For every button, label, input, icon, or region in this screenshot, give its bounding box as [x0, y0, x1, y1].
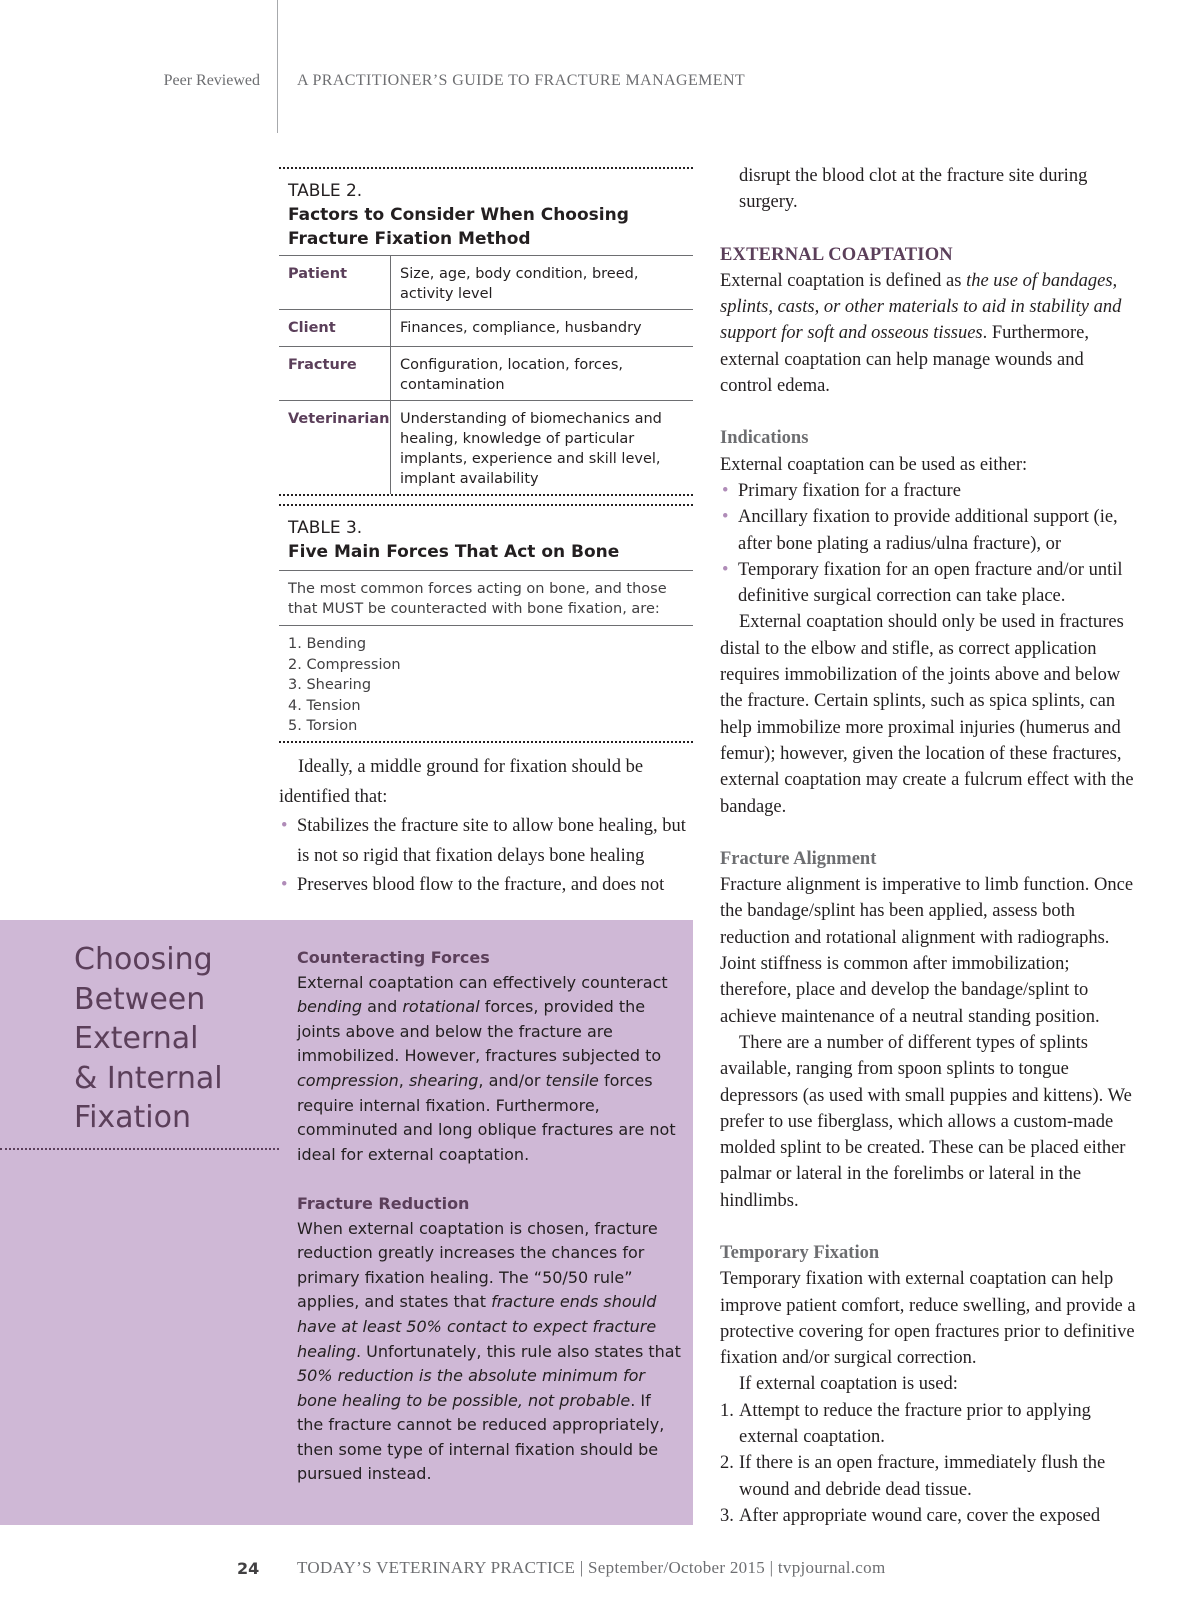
list-item: 2. Compression — [288, 656, 401, 673]
table-3-intro: The most common forces acting on bone, and those that MUST be counteracted with bone fixation, are: — [279, 570, 693, 626]
sidebar-heading-counteracting-forces: Counteracting Forces — [297, 948, 490, 967]
table-3-list — [279, 626, 693, 741]
sidebar-title-line: Between — [74, 981, 206, 1017]
table-row — [279, 309, 693, 346]
running-title: A PRACTITIONER’S GUIDE TO FRACTURE MANAGEMENT — [297, 72, 746, 89]
table-row-key: Patient — [279, 256, 391, 309]
bullet-item: • Preserves blood flow to the fracture, and does not — [279, 871, 695, 901]
text-run: forces require internal fixation. Furthermore, comminuted and long oblique fractures are not ideal for external coaptation. — [297, 1070, 676, 1164]
table-2-bottom-rule — [279, 494, 693, 496]
body-paragraph: There are a number of different types of splints available, ranging from spoon splints to tongue depressors (as used with small puppies and kittens). We prefer to use fiberglass, which allows a custom-made molded splint to be created. These can be placed either palmar or lateral in the forelimbs or lateral in the hindlimbs. — [720, 1032, 1132, 1211]
table-2-title: Factors to Consider When Choosing Fracture Fixation Method — [288, 205, 629, 249]
numbered-step — [720, 1398, 1140, 1451]
step-number: 3. — [720, 1505, 734, 1526]
header-divider — [277, 0, 278, 133]
table-3-title: Five Main Forces That Act on Bone — [288, 542, 620, 562]
body-paragraph: Temporary fixation with external coaptation can help improve patient comfort, reduce swelling, and provide a protective covering for open fractures prior to definitive fixation and/or surgical correction. — [720, 1269, 1136, 1369]
text-run-italic: rotational — [402, 997, 480, 1017]
bullet-item: • Ancillary fixation to provide additional support (ie, after bone plating a radius/ulna fracture), or — [720, 504, 1140, 557]
table-row-value: Configuration, location, forces, contamination — [400, 357, 623, 393]
body-paragraph: Fracture alignment is imperative to limb function. Once the bandage/splint has been applied, assess both reduction and rotational alignment with radiographs. Joint stiffness is common after immobilization; therefore, place and develop the bandage/splint to achieve maintenance of a neutral standing position. — [720, 875, 1134, 1027]
step-text: Attempt to reduce the fracture prior to applying external coaptation. — [739, 1400, 1091, 1448]
text-run-italic: compression — [297, 1070, 399, 1090]
text-run-italic: shearing — [408, 1070, 479, 1090]
table-3-bottom-rule — [279, 741, 693, 743]
sidebar-divider — [0, 1148, 279, 1150]
section-heading-external-coaptation: EXTERNAL COAPTATION — [720, 244, 953, 265]
table-row-value: Size, age, body condition, breed, activity level — [400, 266, 639, 302]
table-3-caption — [279, 506, 693, 564]
sidebar-title-line: & Internal — [74, 1060, 223, 1096]
table-row — [279, 346, 693, 400]
table-row — [279, 400, 693, 494]
text-run: External coaptation is defined as — [720, 270, 967, 291]
text-run: , and/or — [478, 1070, 546, 1090]
text-run-italic: the use of bandages, splints, casts, or other materials to aid in stability and support for soft and osseous tissues — [720, 270, 1122, 344]
bullet-item: • Stabilizes the fracture site to allow bone healing, but is not so rigid that fixation delays bone healing — [279, 812, 695, 871]
body-paragraph: External coaptation can be used as either: — [720, 454, 1028, 475]
text-run: . If the fracture cannot be reduced appropriately, then some type of internal fixation should be pursued instead. — [297, 1390, 665, 1484]
continued-paragraph: disrupt the blood clot at the fracture site during surgery. — [739, 166, 1088, 213]
table-2 — [279, 167, 693, 496]
left-body — [279, 753, 695, 901]
text-run: . Furthermore, external coaptation can help manage wounds and control edema. — [720, 323, 1089, 397]
body-paragraph: Ideally, a middle ground for fixation should be identified that: — [279, 757, 644, 807]
text-run-italic: bending — [297, 997, 363, 1017]
list-item: 1. Bending — [288, 636, 367, 652]
text-run: External coaptation can effectively counteract — [297, 972, 668, 992]
list-item: 4. Tension — [288, 697, 361, 714]
table-3-label: TABLE 3. — [288, 518, 363, 538]
table-2-caption — [279, 169, 693, 251]
subheading-temporary-fixation: Temporary Fixation — [720, 1242, 880, 1263]
sidebar-title-line: Fixation — [74, 1100, 192, 1135]
sidebar-text — [297, 946, 681, 1487]
table-2-label: TABLE 2. — [288, 181, 363, 201]
text-run: , — [398, 1070, 409, 1090]
table-2-body — [279, 255, 693, 494]
text-run-italic: tensile — [545, 1070, 599, 1090]
sidebar-heading-fracture-reduction: Fracture Reduction — [297, 1193, 470, 1213]
footer-text: TODAY’S VETERINARY PRACTICE | September/October 2015 | tvpjournal.com — [297, 1558, 886, 1577]
right-body — [720, 163, 1140, 1529]
step-text: After appropriate wound care, cover the exposed — [739, 1505, 1101, 1526]
list-item: 3. Shearing — [288, 677, 372, 694]
body-paragraph: External coaptation should only be used in fractures distal to the elbow and stifle, as correct application requires immobilization of the joints above and below the fracture. Certain splints, such as spica splints, can help immobilize more proximal injuries (humerus and femur); however, given the location of these fractures, external coaptation may create a fulcrum effect with the bandage. — [720, 612, 1134, 817]
table-row-value: Finances, compliance, husbandry — [400, 320, 642, 336]
sidebar-title-line: Choosing — [74, 942, 213, 977]
table-row-key: Fracture — [279, 347, 391, 400]
text-run-italic: fracture ends should have at least 50% contact to expect fracture healing — [297, 1292, 657, 1361]
section-label: Peer Reviewed — [163, 72, 260, 89]
sidebar-title — [74, 940, 254, 1138]
numbered-step — [720, 1503, 1140, 1529]
table-3 — [279, 504, 693, 743]
text-run: When external coaptation is chosen, fracture reduction greatly increases the chances for primary fixation healing. The “50/50 rule” applies, and states that — [297, 1218, 658, 1312]
subheading-indications: Indications — [720, 428, 809, 449]
table-row — [279, 255, 693, 309]
step-number: 2. — [720, 1453, 734, 1474]
table-row-key: Client — [279, 310, 391, 346]
body-paragraph — [720, 268, 1140, 399]
text-run: . Unfortunately, this rule also states that — [355, 1341, 681, 1361]
sidebar-title-line: External — [74, 1021, 199, 1056]
body-paragraph: If external coaptation is used: — [739, 1374, 958, 1395]
table-row-value: Understanding of biomechanics and healing, knowledge of particular implants, experience and skill level, implant availability — [400, 411, 662, 487]
numbered-step — [720, 1450, 1140, 1503]
bullet-item: • Primary fixation for a fracture — [720, 478, 1140, 504]
page-number: 24 — [237, 1559, 260, 1578]
sidebar-paragraph — [297, 1217, 681, 1488]
text-run: forces, provided the joints above and below the fracture are immobilized. However, fractures subjected to — [297, 997, 662, 1066]
bullet-item: • Temporary fixation for an open fracture and/or until definitive surgical correction can take place. — [720, 557, 1140, 610]
step-number: 1. — [720, 1400, 734, 1421]
table-row-key: Veterinarian — [279, 401, 391, 494]
subheading-fracture-alignment: Fracture Alignment — [720, 848, 877, 869]
sidebar-paragraph — [297, 971, 681, 1168]
text-run-italic: 50% reduction is the absolute minimum for bone healing to be possible, not probable — [297, 1366, 645, 1410]
list-item: 5. Torsion — [288, 718, 358, 735]
step-text: If there is an open fracture, immediately flush the wound and debride dead tissue. — [739, 1453, 1106, 1500]
text-run: and — [362, 997, 403, 1017]
